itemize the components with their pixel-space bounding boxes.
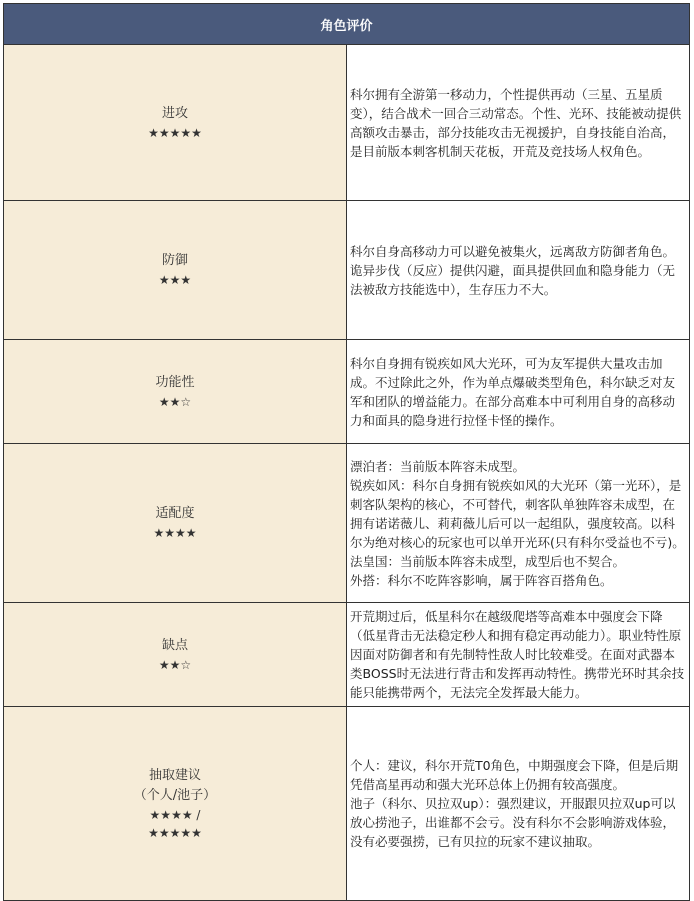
row-label: 适配度	[155, 506, 195, 521]
row-label-cell	[4, 444, 347, 603]
content-paragraph: 科尔拥有全游第一移动力，个性提供再动（三星、五星质变），结合战术一回合三动常态。个性、光环、技能被动提供高额攻击暴击，部分技能攻击无视援护，自身技能自治高，是目前版本刺客机制天花板，开荒及竞技场人权角色。	[350, 86, 682, 159]
row-content-cell	[347, 603, 690, 707]
row-label: 功能性	[155, 374, 195, 390]
row-label: 缺点	[161, 637, 188, 653]
table-row-defense	[4, 201, 690, 340]
row-content-cell	[347, 201, 690, 340]
row-label-cell	[4, 45, 347, 201]
row-label-cell	[4, 707, 347, 901]
table-row-compatibility	[4, 444, 690, 603]
star-rating: ★★★★	[153, 526, 197, 540]
row-label-cell	[4, 340, 347, 444]
row-content-cell	[347, 340, 690, 444]
table-title: 角色评价	[4, 4, 690, 45]
star-rating: ★★☆	[158, 394, 192, 409]
star-rating-personal: ★★★★ /	[149, 807, 201, 822]
star-rating: ★★★★★	[148, 125, 202, 140]
row-content-cell	[347, 444, 690, 603]
row-content-cell	[347, 45, 690, 201]
content-paragraph: 外搭：科尔不吃阵容影响，属于阵容百搭角色。	[350, 572, 613, 588]
table-row-pull-advice	[4, 707, 690, 901]
row-label-line2: （个人/池子）	[133, 787, 217, 803]
row-label-line1: 抽取建议	[148, 767, 201, 783]
content-paragraph: 锐疾如风：科尔自身拥有锐疾如风的大光环（第一光环），是刺客队架构的核心，不可替代，刺客队单独阵容未成型，在拥有诺诺薇儿、莉莉薇儿后可以一起组队，强度较高。以科尔为绝对核心的玩家也可以单开光环(只有科尔受益也不亏)。	[350, 477, 685, 550]
star-rating-pool: ★★★★★	[148, 825, 202, 840]
table-header-row	[4, 4, 690, 45]
star-rating: ★★☆	[158, 657, 192, 672]
content-paragraph: 开荒期过后，低星科尔在越级爬塔等高难本中强度会下降（低星背击无法稳定秒人和拥有稳定再动能力）。职业特性原因面对防御者和有先制特性敌人时比较难受。在面对武器本类BOSS时无法进行背击和发挥再动特性。携带光环时其余技能只能携带两个，无法完全发挥最大能力。	[350, 609, 685, 700]
row-content-cell	[347, 707, 690, 901]
content-paragraph: 法皇国：当前版本阵容未成型，成型后也不契合。	[350, 553, 626, 569]
content-paragraph: 科尔自身拥有锐疾如风大光环，可为友军提供大量攻击加成。不过除此之外，作为单点爆破类型角色，科尔缺乏对友军和团队的增益能力。在部分高难本中可利用自身的高移动力和面具的隐身进行拉怪卡怪的操作。	[350, 355, 676, 428]
star-rating: ★★★	[158, 273, 192, 287]
row-label: 防御	[161, 253, 188, 268]
table-row-attack	[4, 45, 690, 201]
row-label: 进攻	[161, 105, 188, 121]
table-row-utility	[4, 340, 690, 444]
content-paragraph: 个人：建议，科尔开荒T0角色，中期强度会下降，但是后期凭借高星再动和强大光环总体上仍拥有较高强度。	[350, 758, 679, 792]
table-row-weakness	[4, 603, 690, 707]
row-label-cell	[4, 603, 347, 707]
role-evaluation-table	[3, 3, 690, 901]
content-paragraph: 池子（科尔、贝拉双up）：强烈建议，开服跟贝拉双up可以放心捞池子，出谁都不会亏。没有科尔不会影响游戏体验，没有必要强捞，已有贝拉的玩家不建议抽取。	[350, 796, 676, 849]
content-paragraph: 科尔自身高移动力可以避免被集火，远离敌方防御者角色。诡异步伐（反应）提供闪避，面具提供回血和隐身能力（无法被敌方技能选中），生存压力不大。	[350, 243, 676, 297]
row-label-cell	[4, 201, 347, 340]
content-paragraph: 漂泊者：当前版本阵容未成型。	[350, 458, 526, 474]
